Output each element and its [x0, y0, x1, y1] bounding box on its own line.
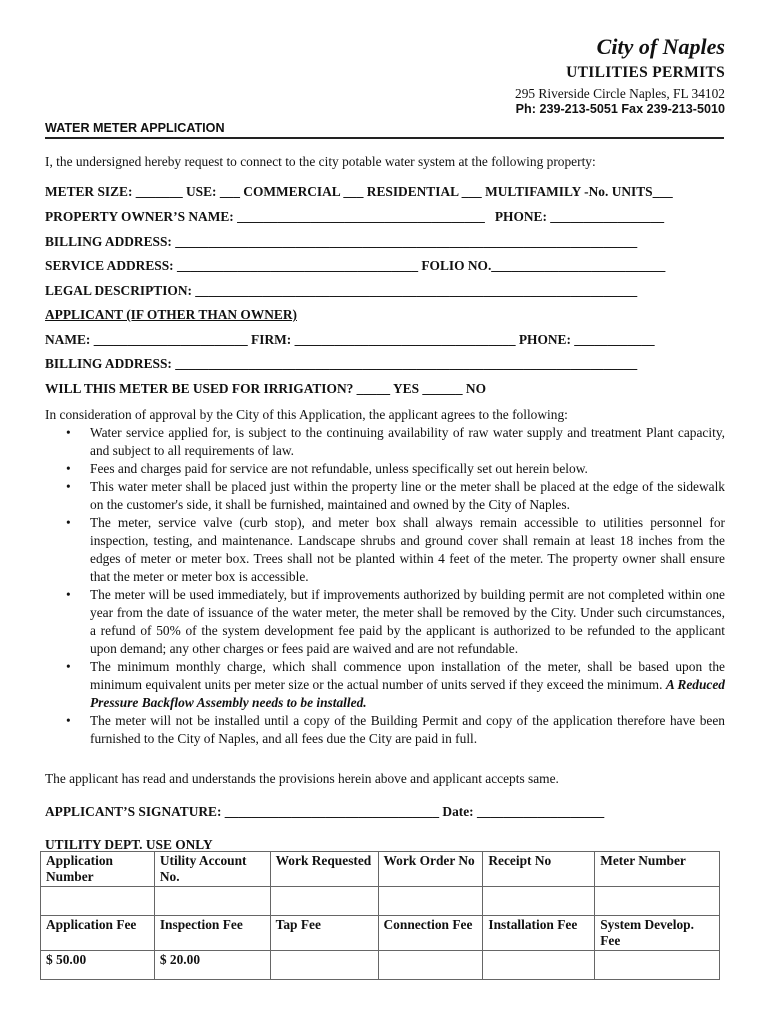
term-item: • The minimum monthly charge, which shall commence upon installation of the meter, shall be based upon the minimum equivalent units per meter size or the actual number of units served if they exceed the minimum. A Reduced Pressure Backflow Assembly needs to be installed.	[66, 659, 725, 710]
title-divider	[45, 137, 724, 139]
property-owner-field[interactable]: PROPERTY OWNER’S NAME: _____________________________________ PHONE: _________________	[45, 209, 665, 224]
table-cell-empty[interactable]	[378, 887, 483, 916]
table-cell-empty[interactable]	[270, 951, 378, 980]
billing-address-field[interactable]: BILLING ADDRESS: _____________________________________________________________________	[45, 234, 638, 249]
department-address: 295 Riverside Circle Naples, FL 34102	[515, 86, 725, 101]
bullet-icon: •	[66, 479, 71, 494]
table-cell-empty[interactable]	[483, 887, 595, 916]
table-cell-empty[interactable]	[378, 951, 483, 980]
table-cell: Receipt No	[483, 852, 595, 887]
table-cell: Utility Account No.	[154, 852, 270, 887]
table-cell: System Develop. Fee	[595, 916, 720, 951]
bullet-icon: •	[66, 515, 71, 530]
table-row	[41, 852, 720, 887]
terms-section	[45, 406, 725, 748]
table-cell: Installation Fee	[483, 916, 595, 951]
table-cell: Connection Fee	[378, 916, 483, 951]
bullet-icon: •	[66, 425, 71, 440]
meter-size-use-field[interactable]: METER SIZE: _______ USE: ___ COMMERCIAL ___ RESIDENTIAL ___ MULTIFAMILY -No. UNITS___	[45, 184, 673, 199]
table-row	[41, 887, 720, 916]
table-cell: Tap Fee	[270, 916, 378, 951]
bullet-icon: •	[66, 461, 71, 476]
term-item: • The meter will not be installed until a copy of the Building Permit and copy of the application therefore have been furnished to the City of Naples, and all fees due the City are paid in full.	[66, 713, 725, 746]
term-item: • This water meter shall be placed just within the property line or the meter shall be placed at the edge of the sidewalk on the customer's side, it shall be furnished, maintained and owned by the City of Naples.	[66, 479, 725, 512]
backflow-note: A Reduced Pressure Backflow Assembly needs to be installed.	[90, 677, 725, 710]
term-item: • Water service applied for, is subject to the continuing availability of raw water supply and treatment Plant capacity, and subject to all requirements of law.	[66, 425, 725, 458]
legal-description-field[interactable]: LEGAL DESCRIPTION: __________________________________________________________________	[45, 283, 638, 298]
department-phone: Ph: 239-213-5051 Fax 239-213-5010	[515, 102, 725, 116]
applicant-billing-address-field[interactable]: BILLING ADDRESS: _____________________________________________________________________	[45, 356, 638, 371]
form-title: WATER METER APPLICATION	[45, 121, 225, 135]
table-cell: Application Number	[41, 852, 155, 887]
utility-use-heading: UTILITY DEPT. USE ONLY	[45, 837, 213, 852]
table-cell: Work Requested	[270, 852, 378, 887]
term-item: • Fees and charges paid for service are not refundable, unless specifically set out herein below.	[66, 461, 588, 476]
service-address-field[interactable]: SERVICE ADDRESS: ____________________________________ FOLIO NO.__________________________	[45, 258, 666, 273]
terms-lead: In consideration of approval by the City of this Application, the applicant agrees to the following:	[45, 407, 568, 422]
applicant-signature-field[interactable]: APPLICANT’S SIGNATURE: ________________________________ Date: ___________________	[45, 804, 605, 819]
utility-use-table	[40, 851, 720, 980]
table-cell: Inspection Fee	[154, 916, 270, 951]
table-cell: $ 20.00	[154, 951, 270, 980]
bullet-icon: •	[66, 659, 71, 674]
table-row	[41, 951, 720, 980]
terms-closing: The applicant has read and understands the provisions herein above and applicant accepts same.	[45, 771, 559, 786]
table-cell: Meter Number	[595, 852, 720, 887]
city-name: City of Naples	[596, 34, 725, 59]
table-row	[41, 916, 720, 951]
table-cell-empty[interactable]	[595, 887, 720, 916]
irrigation-question-field[interactable]: WILL THIS METER BE USED FOR IRRIGATION? _____ YES ______ NO	[45, 381, 486, 396]
bullet-icon: •	[66, 713, 71, 728]
bullet-icon: •	[66, 587, 71, 602]
table-cell-empty[interactable]	[595, 951, 720, 980]
table-cell: Work Order No	[378, 852, 483, 887]
applicant-name-field[interactable]: NAME: _______________________ FIRM: _________________________________ PHONE: ____________	[45, 332, 655, 347]
applicant-heading: APPLICANT (IF OTHER THAN OWNER)	[45, 307, 297, 322]
term-item: • The meter will be used immediately, but if improvements authorized by building permit are not completed within one year from the date of issuance of the water meter, the meter shall be removed by the City. Under such circumstances, a refund of 50% of the system development fee paid by the applicant is authorized to be refunded to the applicant upon demand; any other charges or fees paid are waived and are not refundable.	[66, 587, 725, 656]
table-cell: $ 50.00	[41, 951, 155, 980]
table-cell: Application Fee	[41, 916, 155, 951]
terms-list	[45, 424, 725, 748]
department-title: UTILITIES PERMITS	[566, 64, 725, 81]
table-cell-empty[interactable]	[483, 951, 595, 980]
table-cell-empty[interactable]	[270, 887, 378, 916]
table-cell-empty[interactable]	[41, 887, 155, 916]
table-cell-empty[interactable]	[154, 887, 270, 916]
intro-text: I, the undersigned hereby request to connect to the city potable water system at the following property:	[45, 154, 596, 169]
term-item: • The meter, service valve (curb stop), and meter box shall always remain accessible to utilities personnel for inspection, testing, and maintenance. Landscape shrubs and ground cover shall remain at least 18 inches from the edges of meter or meter box. Trees shall not be planted within 4 feet of the meter. The property owner shall ensure that the meter or meter box is accessible.	[66, 515, 725, 584]
